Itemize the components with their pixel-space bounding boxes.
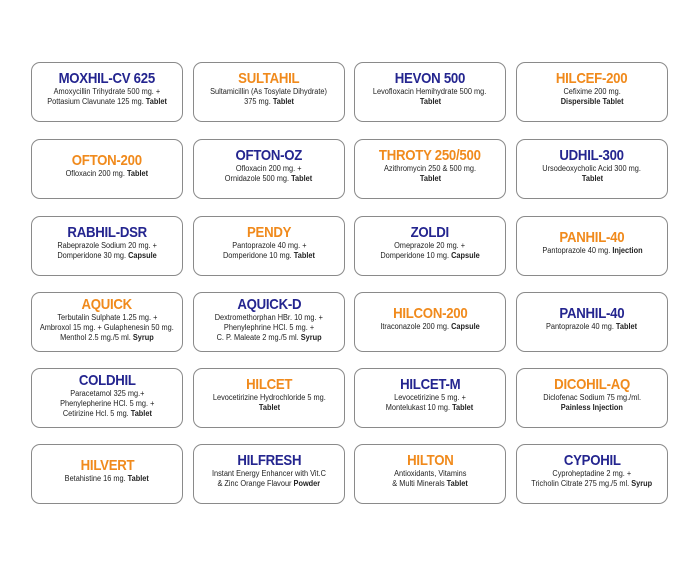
product-name: HILTON	[406, 452, 454, 469]
dosage-form: Syrup	[300, 333, 322, 342]
product-card	[31, 62, 183, 122]
dosage-form: Painless Injection	[560, 403, 624, 412]
product-card	[516, 368, 668, 428]
product-name: AQUICK	[81, 296, 133, 313]
product-card	[354, 62, 506, 122]
composition-text: Antioxidants, Vitamins	[393, 469, 467, 478]
product-name: HILCEF-200	[556, 70, 628, 87]
dosage-form: Tablet	[258, 403, 280, 412]
composition-text: Cefixime 200 mg.	[563, 87, 621, 96]
dosage-form: Capsule	[451, 322, 480, 331]
product-description-line	[380, 251, 479, 261]
product-name: RABHIL-DSR	[67, 224, 147, 241]
composition-text: Betahistine 16 mg.	[64, 474, 128, 483]
product-description-line	[543, 393, 641, 403]
product-card	[354, 139, 506, 199]
product-name: OFTON-200	[71, 152, 142, 169]
dosage-form: Tablet	[616, 322, 638, 331]
composition-text: Domperidone 10 mg.	[380, 251, 452, 260]
product-description-line	[57, 241, 157, 251]
dosage-form: Tablet	[446, 479, 468, 488]
composition-text: Levocetirizine 5 mg. +	[394, 393, 466, 402]
product-name: THROTY 250/500	[379, 147, 481, 164]
composition-text: Cetirizine Hcl. 5 mg.	[62, 409, 131, 418]
composition-text: Itraconazole 200 mg.	[380, 322, 452, 331]
dosage-form: Syrup	[132, 333, 154, 342]
product-description-line	[47, 97, 167, 107]
product-description-line	[223, 251, 315, 261]
dosage-form: Capsule	[128, 251, 157, 260]
dosage-form: Tablet	[127, 169, 149, 178]
dosage-form: Tablet	[581, 174, 603, 183]
product-name: PENDY	[246, 224, 292, 241]
product-card	[31, 139, 183, 199]
composition-text: Montelukast 10 mg.	[386, 403, 453, 412]
product-card	[31, 444, 183, 504]
product-name: HEVON 500	[394, 70, 466, 87]
product-description-line	[217, 333, 322, 343]
composition-text: Domperidone 10 mg.	[223, 251, 294, 260]
composition-text: Pottasium Clavunate 125 mg.	[47, 97, 146, 106]
product-description-line	[394, 469, 466, 479]
composition-text: Pantoprazole 40 mg. +	[231, 241, 307, 250]
dosage-form: Capsule	[451, 251, 480, 260]
dosage-form: Powder	[293, 479, 321, 488]
composition-text: Paracetamol 325 mg.+	[69, 389, 145, 398]
product-card	[516, 216, 668, 276]
product-card	[193, 62, 345, 122]
product-description-line	[581, 174, 602, 184]
composition-text: Levocetirizine Hydrochloride 5 mg.	[212, 393, 326, 402]
composition-text: Phenylepherine HCl. 5 mg. +	[59, 399, 155, 408]
product-description-line	[66, 169, 148, 179]
product-name: CYPOHIL	[563, 452, 621, 469]
product-card	[354, 292, 506, 352]
product-description-line	[380, 322, 479, 332]
composition-text: Diclofenac Sodium 75 mg./ml.	[543, 393, 641, 402]
product-name: PANHIL-40	[559, 305, 625, 322]
product-card	[31, 216, 183, 276]
product-description-line	[395, 241, 466, 251]
product-card	[354, 444, 506, 504]
product-name: AQUICK-D	[237, 296, 301, 313]
composition-text: Azithromycin 250 & 500 mg.	[383, 164, 477, 173]
product-description-line	[40, 323, 174, 333]
product-name: HILVERT	[80, 457, 134, 474]
product-card	[354, 216, 506, 276]
composition-text: Omeprazole 20 mg. +	[394, 241, 466, 250]
product-description-line	[561, 97, 624, 107]
composition-text: Sultamicillin (As Tosylate Dihydrate)	[210, 87, 328, 96]
product-card	[193, 368, 345, 428]
dosage-form: Syrup	[631, 479, 653, 488]
product-name: MOXHIL-CV 625	[58, 70, 156, 87]
dosage-form: Tablet	[452, 403, 474, 412]
composition-text: Tricholin Citrate 275 mg./5 ml.	[531, 479, 632, 488]
product-description-line	[394, 393, 466, 403]
product-card	[193, 216, 345, 276]
composition-text: 375 mg.	[244, 97, 273, 106]
product-description-line	[553, 469, 632, 479]
product-name: PANHIL-40	[559, 229, 625, 246]
product-description-line	[60, 333, 154, 343]
dosage-form: Tablet	[293, 251, 315, 260]
product-name: HILCET-M	[399, 376, 461, 393]
product-description-line	[212, 469, 326, 479]
product-description-line	[57, 251, 156, 261]
composition-text: Levofloxacin Hemihydrate 500 mg.	[373, 87, 487, 96]
product-name: DICOHIL-AQ	[554, 376, 630, 393]
composition-text: Domperidone 30 mg.	[57, 251, 129, 260]
product-description-line	[213, 393, 326, 403]
product-description-line	[546, 322, 637, 332]
product-description-line	[419, 174, 440, 184]
product-card	[516, 292, 668, 352]
product-description-line	[65, 474, 149, 484]
product-description-line	[60, 399, 154, 409]
product-description-line	[236, 164, 302, 174]
product-name: HILFRESH	[237, 452, 301, 469]
product-card	[31, 368, 183, 428]
dosage-form: Tablet	[127, 474, 150, 483]
product-description-line	[57, 313, 157, 323]
composition-text: Ofloxacin 200 mg. +	[236, 164, 302, 173]
product-description-line	[532, 479, 653, 489]
composition-text: Rabeprazole Sodium 20 mg. +	[57, 241, 157, 250]
composition-text: Ursodeoxycholic Acid 300 mg.	[542, 164, 642, 173]
product-description-line	[232, 241, 306, 251]
product-description-line	[62, 409, 151, 419]
product-description-line	[258, 403, 279, 413]
product-name: ZOLDI	[410, 224, 450, 241]
product-name: SULTAHIL	[238, 70, 300, 87]
product-description-line	[70, 389, 144, 399]
product-description-line	[543, 164, 642, 174]
composition-text: Phenylephrine HCl. 5 mg. +	[223, 323, 315, 332]
composition-text: & Multi Minerals	[392, 479, 447, 488]
product-description-line	[419, 97, 440, 107]
product-description-line	[563, 87, 620, 97]
dosage-form: Tablet	[419, 174, 441, 183]
product-description-line	[211, 87, 328, 97]
product-card	[516, 62, 668, 122]
composition-text: Amoxycillin Trihydrate 500 mg. +	[53, 87, 161, 96]
product-card	[193, 444, 345, 504]
product-description-line	[244, 97, 294, 107]
dosage-form: Injection	[611, 246, 643, 255]
composition-text: C. P. Maleate 2 mg./5 ml.	[216, 333, 301, 342]
composition-text: Ornidazole 500 mg.	[225, 174, 292, 183]
dosage-form: Tablet	[145, 97, 167, 106]
dosage-form: Tablet	[272, 97, 294, 106]
composition-text: Pantoprazole 40 mg.	[546, 322, 617, 331]
product-description-line	[373, 87, 486, 97]
product-description-line	[386, 403, 473, 413]
product-description-line	[215, 313, 323, 323]
product-card	[193, 292, 345, 352]
product-description-line	[54, 87, 161, 97]
product-description-line	[224, 323, 314, 333]
product-name: UDHIL-300	[559, 147, 625, 164]
composition-text: Terbutalin Sulphate 1.25 mg. +	[56, 313, 158, 322]
dosage-form: Tablet	[419, 97, 441, 106]
product-name: COLDHIL	[78, 372, 136, 389]
product-description-line	[225, 174, 312, 184]
product-card	[193, 139, 345, 199]
product-description-line	[384, 164, 476, 174]
product-name: HILCET	[245, 376, 293, 393]
product-description-line	[561, 403, 623, 413]
product-card	[354, 368, 506, 428]
dosage-form: Tablet	[291, 174, 313, 183]
dosage-form: Dispersible Tablet	[560, 97, 624, 106]
product-description-line	[218, 479, 321, 489]
composition-text: Cyproheptadine 2 mg. +	[552, 469, 632, 478]
product-card	[516, 139, 668, 199]
composition-text: & Zinc Orange Flavour	[217, 479, 294, 488]
product-name: HILCON-200	[392, 305, 468, 322]
product-card	[516, 444, 668, 504]
composition-text: Instant Energy Enhancer with Vit.C	[211, 469, 326, 478]
product-description-line	[392, 479, 468, 489]
composition-text: Dextromethorphan HBr. 10 mg. +	[214, 313, 324, 322]
product-description-line	[542, 246, 642, 256]
product-name: OFTON-OZ	[235, 147, 303, 164]
product-card	[31, 292, 183, 352]
dosage-form: Tablet	[130, 409, 152, 418]
composition-text: Menthol 2.5 mg./5 ml.	[60, 333, 133, 342]
composition-text: Ofloxacin 200 mg.	[65, 169, 128, 178]
composition-text: Pantoprazole 40 mg.	[541, 246, 612, 255]
composition-text: Ambroxol 15 mg. + Gulaphenesin 50 mg.	[39, 323, 174, 332]
